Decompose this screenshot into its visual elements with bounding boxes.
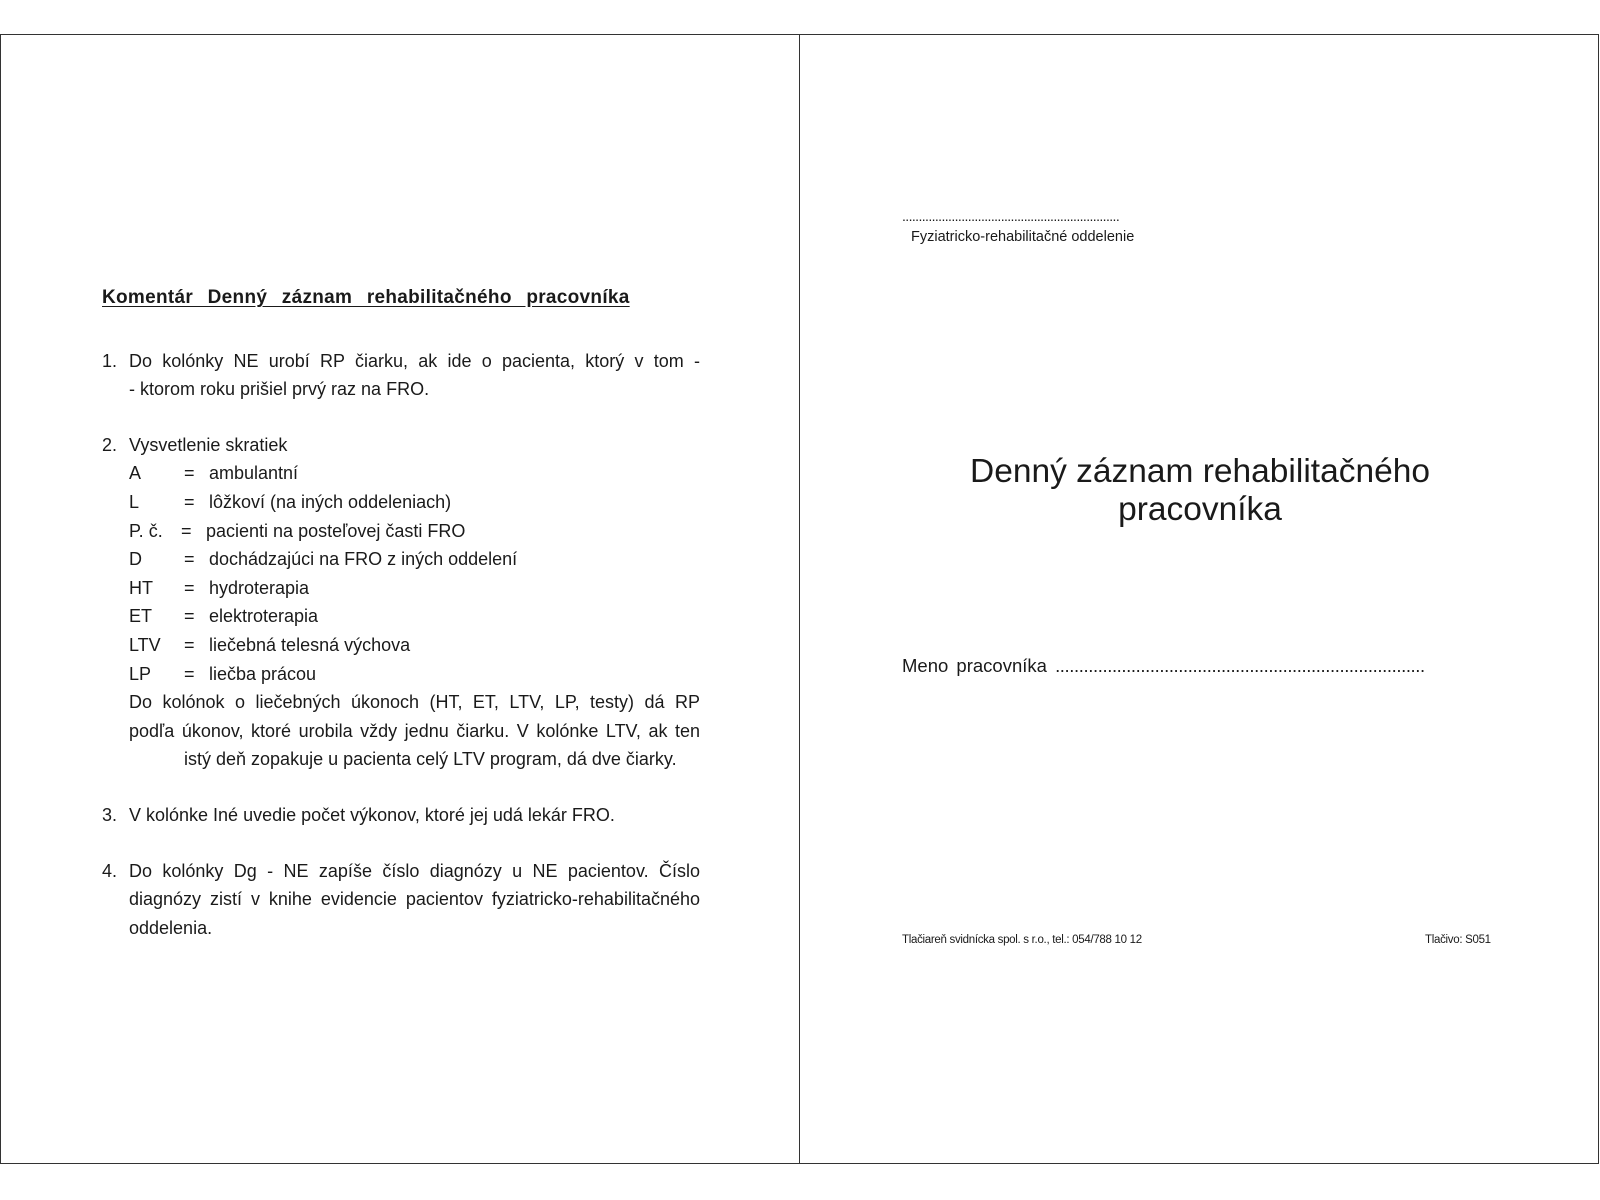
abbreviation: A: [129, 463, 142, 484]
abbreviation: LTV: [129, 634, 161, 655]
abbreviation-row: [129, 574, 700, 603]
item-number: 4.: [102, 860, 118, 881]
abbreviation-row: [129, 602, 700, 631]
abbreviation-row: [129, 631, 700, 660]
abbreviation-row: [129, 517, 700, 546]
instruction-text: Do kolónok o liečebných úkonoch (HT, ET, LTV, LP, testy) dá RP: [129, 692, 700, 713]
abbreviations-title: Vysvetlenie skratiek: [129, 434, 288, 455]
abbreviation-row: [129, 545, 700, 574]
abbreviation: D: [129, 549, 142, 570]
form-title-line: Denný záznam rehabilitačného: [970, 453, 1430, 490]
instruction-item-3: [102, 801, 700, 830]
item-number: 1.: [102, 350, 118, 371]
abbreviation-meaning: ambulantní: [209, 463, 299, 484]
worker-name-label: Meno pracovníka: [902, 655, 1047, 676]
abbreviation-row: [129, 660, 700, 689]
form-title-line: pracovníka: [1118, 491, 1282, 528]
equals-sign: =: [184, 549, 195, 570]
instruction-text: diagnózy zistí v knihe evidencie pacientov fyziatricko-rehabilitačného: [129, 889, 700, 910]
abbreviation: ET: [129, 606, 153, 627]
worker-name-field: [902, 655, 1425, 677]
department-label: Fyziatricko-rehabilitačné oddelenie: [911, 229, 1135, 245]
item-number: 2.: [102, 434, 118, 455]
instruction-text: - ktorom roku prišiel prvý raz na FRO.: [129, 379, 430, 400]
worker-name-dotted-line: ..............................................................................: [1055, 655, 1425, 676]
abbreviation: LP: [129, 663, 152, 684]
abbreviation: HT: [129, 577, 153, 598]
abbreviation-meaning: elektroterapia: [209, 606, 319, 627]
instruction-text: oddelenia.: [129, 917, 213, 938]
equals-sign: =: [184, 463, 195, 484]
instruction-text: Do kolónky Dg - NE zapíše číslo diagnózy u NE pacientov. Číslo: [129, 860, 700, 881]
abbreviation-row: [129, 488, 700, 517]
abbreviation-meaning: hydroterapia: [209, 577, 310, 598]
instruction-item-1: [102, 347, 700, 404]
form-title: [880, 453, 1520, 529]
instruction-text: istý deň zopakuje u pacienta celý LTV program, dá dve čiarky.: [184, 749, 677, 770]
abbreviation-meaning: liečebná telesná výchova: [209, 634, 411, 655]
abbreviation-meaning: lôžkoví (na iných oddeleniach): [209, 491, 452, 512]
abbreviation-meaning: dochádzajúci na FRO z iných oddelení: [209, 549, 518, 570]
instruction-text: Do kolónky NE urobí RP čiarku, ak ide o pacienta, ktorý v tom -: [129, 350, 700, 371]
page-fold-line: [799, 34, 800, 1164]
printer-imprint: Tlačiareň svidnícka spol. s r.o., tel.: 054/788 10 12: [902, 934, 1142, 946]
equals-sign: =: [184, 491, 195, 512]
abbreviation: L: [129, 491, 140, 512]
left-page: [102, 284, 700, 942]
equals-sign: =: [184, 634, 195, 655]
item-number: 3.: [102, 804, 118, 825]
equals-sign: =: [184, 577, 195, 598]
equals-sign: =: [184, 606, 195, 627]
abbreviation-meaning: pacienti na posteľovej časti FRO: [206, 520, 466, 541]
form-code: Tlačivo: S051: [1425, 934, 1491, 946]
abbreviation: P. č.: [129, 520, 163, 541]
equals-sign: =: [181, 520, 192, 541]
instruction-text: V kolónke Iné uvedie počet výkonov, ktoré jej udá lekár FRO.: [129, 804, 615, 825]
abbreviation-row: [129, 459, 700, 488]
department-dotted-line: ..................................................................: [902, 208, 1120, 224]
comment-heading: Komentár Denný záznam rehabilitačného pracovníka: [102, 287, 630, 308]
abbreviation-meaning: liečba prácou: [209, 663, 317, 684]
instruction-item-4: [102, 857, 700, 943]
equals-sign: =: [184, 663, 195, 684]
instruction-text: podľa úkonov, ktoré urobila vždy jednu čiarku. V kolónke LTV, ak ten: [129, 720, 700, 741]
instruction-item-2: [102, 431, 700, 774]
